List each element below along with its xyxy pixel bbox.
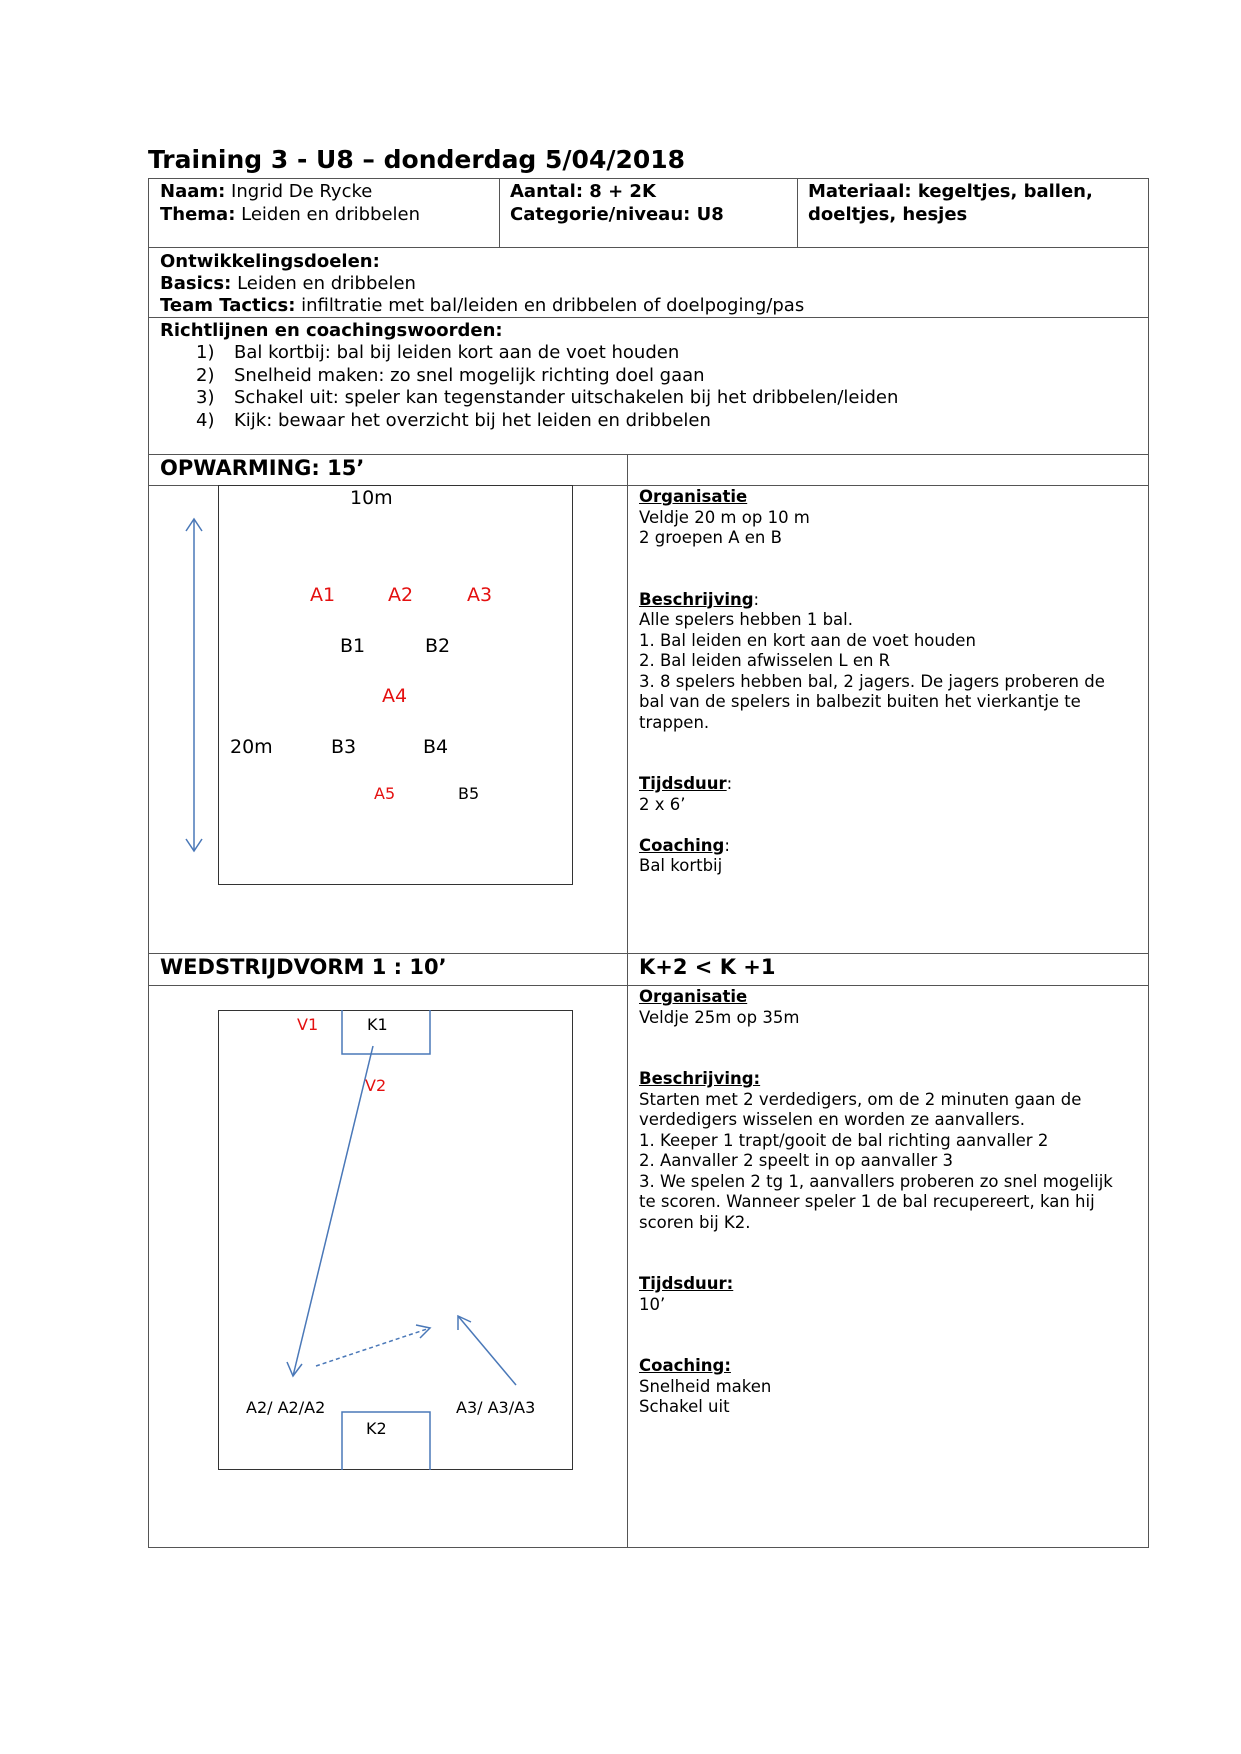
naam-label: Naam: (160, 181, 226, 202)
dashed-pass-arrow (316, 1328, 430, 1366)
table-border-bottom (148, 1547, 1149, 1548)
colon: : (726, 774, 733, 793)
beschrijving-line: Starten met 2 verdedigers, om de 2 minuten gaan de (639, 1089, 1082, 1109)
table-border-right (1148, 178, 1149, 1548)
divider (499, 178, 500, 247)
player-b1: B1 (340, 635, 366, 657)
colon: : (753, 589, 760, 609)
run-arrow (458, 1316, 516, 1385)
beschrijving-line: scoren bij K2. (639, 1212, 751, 1232)
beschrijving-line: 3. 8 spelers hebben bal, 2 jagers. De jagers proberen de (639, 671, 1105, 691)
list-item (196, 342, 898, 365)
width-label: 10m (350, 487, 393, 509)
player-a2: A2 (388, 584, 414, 606)
coaching-line: Schakel uit (639, 1397, 730, 1416)
list-number: 2) (196, 364, 215, 386)
list-text: Snelheid maken: zo snel mogelijk richting doel gaan (234, 364, 705, 386)
player-b3: B3 (331, 736, 357, 758)
vertical-double-arrow-icon (180, 515, 210, 855)
list-item (196, 365, 898, 388)
opwarming-heading: OPWARMING: 15’ (160, 456, 365, 480)
colon: : (724, 835, 730, 855)
player-b2: B2 (425, 635, 451, 657)
player-a3: A3/ A3/A3 (456, 1398, 536, 1417)
beschrijving-line: te scoren. Wanneer speler 1 de bal recupereert, kan hij (639, 1192, 1095, 1211)
organisatie-label: Organisatie (639, 987, 748, 1006)
materiaal-line2: doeltjes, hesjes (808, 204, 968, 225)
tijdsduur-label: Tijdsduur: (639, 1274, 734, 1293)
player-a1: A1 (310, 584, 336, 606)
player-k2: K2 (366, 1419, 387, 1438)
coaching-label: Coaching: (639, 1356, 731, 1375)
divider (148, 317, 1149, 318)
divider (148, 985, 1149, 986)
list-item (196, 410, 898, 433)
page-title: Training 3 - U8 – donderdag 5/04/2018 (148, 145, 686, 174)
beschrijving-label: Beschrijving (639, 589, 754, 609)
organisatie-label: Organisatie (639, 487, 748, 506)
beschrijving-line: 1. Keeper 1 trapt/gooit de bal richting aanvaller 2 (639, 1130, 1049, 1150)
richtlijnen-heading: Richtlijnen en coachingswoorden: (160, 320, 503, 341)
beschrijving-line: Alle spelers hebben 1 bal. (639, 610, 854, 629)
naam-value: Ingrid De Rycke (231, 181, 373, 202)
materiaal-line1: Materiaal: kegeltjes, ballen, (808, 181, 1093, 202)
categorie-field: Categorie/niveau: U8 (510, 204, 724, 225)
organisatie-line: 2 groepen A en B (639, 528, 782, 547)
wedstrijdvorm-heading-right: K+2 < K +1 (639, 955, 776, 979)
divider (797, 178, 798, 247)
wedstrijdvorm-heading: WEDSTRIJDVORM 1 : 10’ (160, 955, 447, 979)
opwarming-details (639, 487, 1139, 877)
wedstrijdvorm-details (639, 987, 1139, 1418)
organisatie-line: Veldje 20 m op 10 m (639, 507, 810, 527)
beschrijving-line: 1. Bal leiden en kort aan de voet houden (639, 630, 976, 650)
list-number: 3) (196, 387, 215, 408)
beschrijving-label: Beschrijving: (639, 1069, 761, 1088)
list-text: Schakel uit: speler kan tegenstander uitschakelen bij het dribbelen/leiden (234, 387, 899, 408)
list-number: 4) (196, 409, 215, 431)
list-text: Kijk: bewaar het overzicht bij het leiden en dribbelen (234, 409, 711, 431)
beschrijving-line: trappen. (639, 712, 710, 732)
beschrijving-line: 2. Aanvaller 2 speelt in op aanvaller 3 (639, 1151, 953, 1170)
player-a3: A3 (467, 584, 493, 606)
doelen-heading: Ontwikkelingsdoelen: (160, 251, 380, 272)
coaching-label: Coaching (639, 835, 725, 855)
divider (148, 454, 1149, 455)
height-label: 20m (230, 736, 273, 758)
beschrijving-line: 3. We spelen 2 tg 1, aanvallers proberen zo snel mogelijk (639, 1171, 1113, 1191)
aantal-field: Aantal: 8 + 2K (510, 181, 656, 202)
richtlijnen-list (196, 342, 898, 432)
table-border-top (148, 178, 1149, 179)
tactics-field (160, 294, 804, 317)
thema-value: Leiden en dribbelen (241, 204, 420, 225)
divider (627, 454, 628, 1548)
beschrijving-line: 2. Bal leiden afwisselen L en R (639, 651, 891, 670)
list-text: Bal kortbij: bal bij leiden kort aan de voet houden (234, 342, 680, 363)
list-number: 1) (196, 342, 215, 363)
tijdsduur-value: 10’ (639, 1294, 666, 1314)
tijdsduur-value: 2 x 6’ (639, 794, 686, 814)
player-b4: B4 (423, 736, 449, 758)
thema-field (160, 203, 420, 226)
table-border-left (148, 178, 149, 1548)
tactics-value: infiltratie met bal/leiden en dribbelen of doelpoging/pas (301, 295, 805, 316)
player-v1: V1 (297, 1015, 319, 1034)
organisatie-line: Veldje 25m op 35m (639, 1007, 800, 1027)
player-b5: B5 (458, 784, 480, 803)
basics-label: Basics: (160, 273, 232, 294)
divider (148, 247, 1149, 248)
pass-arrow (293, 1046, 373, 1376)
player-v2: V2 (365, 1076, 387, 1095)
player-a2: A2/ A2/A2 (246, 1398, 326, 1417)
player-a5: A5 (374, 784, 396, 803)
tijdsduur-label: Tijdsduur (639, 774, 727, 793)
basics-value: Leiden en dribbelen (237, 273, 416, 294)
naam-field (160, 180, 372, 203)
beschrijving-line: bal van de spelers in balbezit buiten het vierkantje te (639, 692, 1081, 711)
player-a4: A4 (382, 685, 408, 707)
coaching-value: Bal kortbij (639, 856, 723, 875)
beschrijving-line: verdedigers wisselen en worden ze aanvallers. (639, 1110, 1026, 1129)
thema-label: Thema: (160, 204, 236, 225)
coaching-line: Snelheid maken (639, 1376, 772, 1396)
divider (148, 953, 1149, 954)
player-k1: K1 (367, 1015, 388, 1034)
list-item (196, 387, 898, 410)
basics-field (160, 272, 416, 295)
tactics-label: Team Tactics: (160, 295, 296, 316)
